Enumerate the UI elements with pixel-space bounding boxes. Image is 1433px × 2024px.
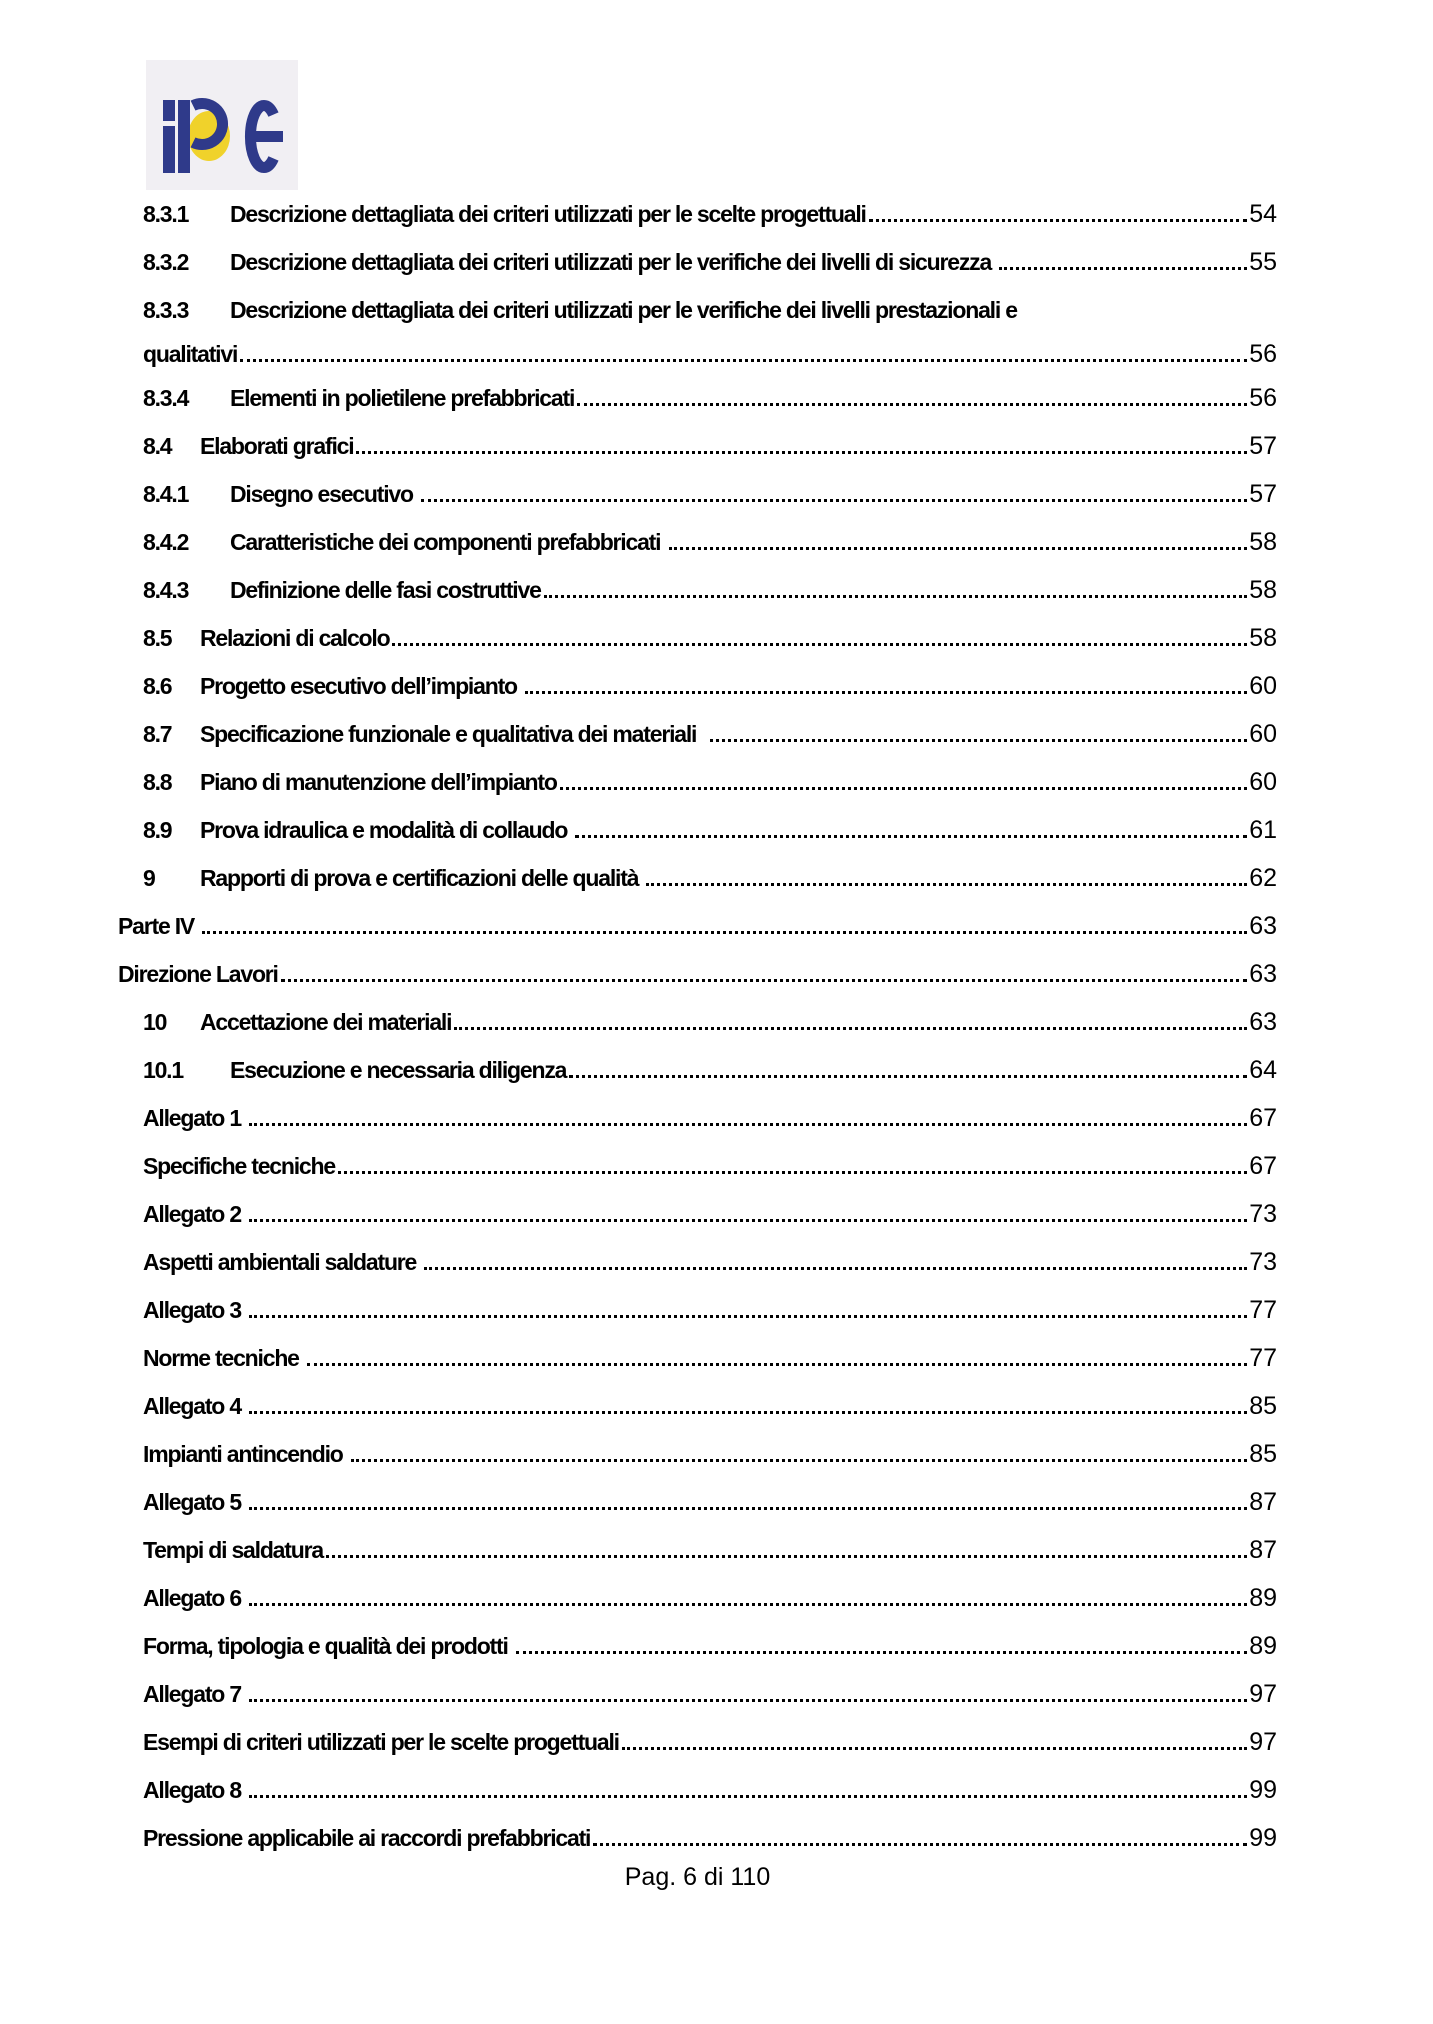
toc-entry-title: Specifiche tecniche <box>143 1153 335 1179</box>
dotted-leader <box>356 451 1247 454</box>
toc-entry[interactable] <box>143 1814 1277 1862</box>
toc-entry-page: 89 <box>1249 1632 1277 1660</box>
toc-entry-page: 87 <box>1249 1488 1277 1516</box>
toc-entry-page: 64 <box>1249 1056 1277 1084</box>
toc-entry[interactable] <box>143 518 1277 566</box>
toc-entry-number: 9 <box>143 865 155 891</box>
toc-entry[interactable] <box>143 1142 1277 1190</box>
dotted-leader <box>421 499 1247 502</box>
dotted-leader <box>307 1363 1247 1366</box>
dotted-leader <box>569 1075 1247 1078</box>
toc-entry[interactable] <box>143 662 1277 710</box>
dotted-leader <box>338 1171 1247 1174</box>
dotted-leader <box>249 1219 1247 1222</box>
toc-entry[interactable] <box>143 614 1277 662</box>
toc-entry[interactable] <box>143 190 1277 238</box>
toc-entry-number: 10.1 <box>143 1057 183 1083</box>
toc-entry[interactable] <box>143 374 1277 422</box>
dotted-leader <box>669 547 1248 550</box>
toc-entry-number: 8.9 <box>143 817 172 843</box>
toc-entry[interactable] <box>143 422 1277 470</box>
toc-entry-number: 8.3.1 <box>143 201 189 227</box>
toc-entry[interactable] <box>118 950 1277 998</box>
toc-entry-page: 56 <box>1249 384 1277 412</box>
dotted-leader <box>710 739 1248 742</box>
toc-entry-title: Descrizione dettagliata dei criteri utilizzati per le scelte progettuali <box>230 201 866 227</box>
toc-entry[interactable] <box>143 1094 1277 1142</box>
toc-entry[interactable] <box>143 1046 1277 1094</box>
toc-entry[interactable] <box>143 998 1277 1046</box>
toc-entry-title: Allegato 1 <box>143 1105 247 1131</box>
toc-entry-title: Norme tecniche <box>143 1345 304 1371</box>
toc-entry-number: 8.5 <box>143 625 172 651</box>
toc-entry-number: 8.3.2 <box>143 249 189 275</box>
table-of-contents <box>118 190 1277 1862</box>
toc-entry-number: 8.4.2 <box>143 529 189 555</box>
dotted-leader <box>249 1315 1247 1318</box>
toc-entry-page: 77 <box>1249 1296 1277 1324</box>
toc-entry-title: Esecuzione e necessaria diligenza <box>230 1057 567 1083</box>
toc-entry-number: 8.4.3 <box>143 577 189 603</box>
dotted-leader <box>544 595 1248 598</box>
toc-entry-page: 85 <box>1249 1440 1277 1468</box>
toc-entry-page: 60 <box>1249 672 1277 700</box>
toc-entry-number: 10 <box>143 1009 167 1035</box>
toc-entry-title: Descrizione dettagliata dei criteri utilizzati per le verifiche dei livelli di sicurezza <box>230 249 997 275</box>
toc-entry-title: Relazioni di calcolo <box>200 625 390 651</box>
toc-entry-number: 8.7 <box>143 721 172 747</box>
dotted-leader <box>646 883 1247 886</box>
toc-entry-page: 61 <box>1249 816 1277 844</box>
toc-entry-page: 55 <box>1249 248 1277 276</box>
dotted-leader <box>326 1555 1247 1558</box>
toc-entry-title: Piano di manutenzione dell’impianto <box>200 769 557 795</box>
toc-entry-title: Allegato 3 <box>143 1297 247 1323</box>
page-footer: Pag. 6 di 110 <box>624 1863 771 1891</box>
toc-entry-number: 8.6 <box>143 673 172 699</box>
toc-entry-title: Aspetti ambientali saldature <box>143 1249 422 1275</box>
toc-entry-title: Prova idraulica e modalità di collaudo <box>200 817 573 843</box>
toc-entry-page: 89 <box>1249 1584 1277 1612</box>
dotted-leader <box>249 1411 1247 1414</box>
toc-entry[interactable] <box>143 1574 1277 1622</box>
toc-entry[interactable] <box>143 1190 1277 1238</box>
dotted-leader <box>249 1123 1247 1126</box>
dotted-leader <box>392 643 1247 646</box>
dotted-leader <box>516 1651 1247 1654</box>
toc-entry-page: 97 <box>1249 1680 1277 1708</box>
dotted-leader <box>202 931 1247 934</box>
toc-entry-number: 8.3.3 <box>143 297 189 323</box>
toc-entry-title: Allegato 8 <box>143 1777 247 1803</box>
dotted-leader <box>593 1843 1247 1846</box>
toc-entry[interactable] <box>143 1238 1277 1286</box>
toc-entry-page: 77 <box>1249 1344 1277 1372</box>
toc-entry-page: 63 <box>1249 1008 1277 1036</box>
toc-entry-page: 63 <box>1249 960 1277 988</box>
toc-entry-page: 73 <box>1249 1200 1277 1228</box>
toc-entry[interactable] <box>143 1622 1277 1670</box>
toc-entry-page: 67 <box>1249 1104 1277 1132</box>
toc-entry[interactable] <box>143 286 1277 334</box>
dotted-leader <box>575 835 1247 838</box>
ipe-logo-graphic <box>146 60 298 190</box>
toc-entry-title: Pressione applicabile ai raccordi prefabbricati <box>143 1825 591 1851</box>
toc-entry[interactable] <box>143 1286 1277 1334</box>
toc-entry[interactable] <box>143 334 1277 374</box>
toc-entry-title: Parte IV <box>118 913 200 939</box>
toc-entry-page: 60 <box>1249 768 1277 796</box>
toc-entry-page: 57 <box>1249 480 1277 508</box>
toc-entry-page: 56 <box>1249 340 1277 368</box>
dotted-leader <box>351 1459 1247 1462</box>
toc-entry[interactable] <box>143 1526 1277 1574</box>
toc-entry[interactable] <box>143 566 1277 614</box>
toc-entry-title: qualitativi <box>143 341 238 367</box>
toc-entry-title: Allegato 7 <box>143 1681 247 1707</box>
dotted-leader <box>424 1267 1247 1270</box>
dotted-leader <box>622 1747 1247 1750</box>
toc-entry-page: 87 <box>1249 1536 1277 1564</box>
toc-entry-title: Elaborati grafici <box>200 433 354 459</box>
toc-entry-number: 8.4.1 <box>143 481 189 507</box>
toc-entry-title: Disegno esecutivo <box>230 481 419 507</box>
toc-entry[interactable] <box>143 1430 1277 1478</box>
toc-entry-page: 58 <box>1249 528 1277 556</box>
toc-entry-page: 58 <box>1249 576 1277 604</box>
toc-entry[interactable] <box>118 902 1277 950</box>
toc-entry-title: Direzione Lavori <box>118 961 278 987</box>
dotted-leader <box>249 1507 1247 1510</box>
dotted-leader <box>249 1603 1247 1606</box>
toc-entry-title: Progetto esecutivo dell’impianto <box>200 673 523 699</box>
toc-entry-title: Allegato 5 <box>143 1489 247 1515</box>
dotted-leader <box>560 787 1247 790</box>
dotted-leader <box>454 1027 1247 1030</box>
toc-entry-page: 63 <box>1249 912 1277 940</box>
toc-entry-page: 57 <box>1249 432 1277 460</box>
toc-entry-title: Allegato 4 <box>143 1393 247 1419</box>
dotted-leader <box>999 267 1247 270</box>
toc-entry-title: Definizione delle fasi costruttive <box>230 577 541 603</box>
toc-entry[interactable] <box>143 1382 1277 1430</box>
dotted-leader <box>240 359 1247 362</box>
toc-entry-title: Forma, tipologia e qualità dei prodotti <box>143 1633 513 1659</box>
toc-entry[interactable] <box>143 806 1277 854</box>
toc-entry[interactable] <box>143 758 1277 806</box>
dotted-leader <box>577 403 1247 406</box>
toc-entry-page: 60 <box>1249 720 1277 748</box>
toc-entry-title: Esempi di criteri utilizzati per le scelte progettuali <box>143 1729 619 1755</box>
toc-entry-page: 99 <box>1249 1824 1277 1852</box>
toc-entry[interactable] <box>143 470 1277 518</box>
dotted-leader <box>281 979 1247 982</box>
toc-entry-number: 8.8 <box>143 769 172 795</box>
toc-entry-page: 73 <box>1249 1248 1277 1276</box>
toc-entry-title: Rapporti di prova e certificazioni delle qualità <box>200 865 644 891</box>
company-logo <box>146 60 298 190</box>
toc-entry-title: Tempi di saldatura <box>143 1537 323 1563</box>
toc-entry-page: 62 <box>1249 864 1277 892</box>
toc-entry-title: Elementi in polietilene prefabbricati <box>230 385 575 411</box>
toc-entry-title: Caratteristiche dei componenti prefabbricati <box>230 529 666 555</box>
toc-entry[interactable] <box>143 710 1277 758</box>
toc-entry-title: Impianti antincendio <box>143 1441 348 1467</box>
toc-entry-page: 54 <box>1249 200 1277 228</box>
toc-entry[interactable] <box>143 1718 1277 1766</box>
dotted-leader <box>525 691 1247 694</box>
toc-entry-title: Descrizione dettagliata dei criteri utilizzati per le verifiche dei livelli prestazionali e <box>230 297 1017 323</box>
dotted-leader <box>869 219 1247 222</box>
toc-entry-number: 8.4 <box>143 433 172 459</box>
dotted-leader <box>249 1699 1247 1702</box>
toc-entry[interactable] <box>143 238 1277 286</box>
toc-entry-title: Accettazione dei materiali <box>200 1009 452 1035</box>
toc-entry-page: 85 <box>1249 1392 1277 1420</box>
toc-entry-page: 58 <box>1249 624 1277 652</box>
toc-entry[interactable] <box>143 1766 1277 1814</box>
dotted-leader <box>249 1795 1247 1798</box>
toc-entry[interactable] <box>143 1478 1277 1526</box>
toc-entry-number: 8.3.4 <box>143 385 189 411</box>
toc-entry-page: 99 <box>1249 1776 1277 1804</box>
toc-entry-page: 97 <box>1249 1728 1277 1756</box>
toc-entry-title: Specificazione funzionale e qualitativa dei materiali <box>200 721 707 747</box>
toc-entry[interactable] <box>143 854 1277 902</box>
toc-entry[interactable] <box>143 1670 1277 1718</box>
toc-entry[interactable] <box>143 1334 1277 1382</box>
toc-entry-title: Allegato 2 <box>143 1201 247 1227</box>
toc-entry-title: Allegato 6 <box>143 1585 247 1611</box>
toc-entry-page: 67 <box>1249 1152 1277 1180</box>
